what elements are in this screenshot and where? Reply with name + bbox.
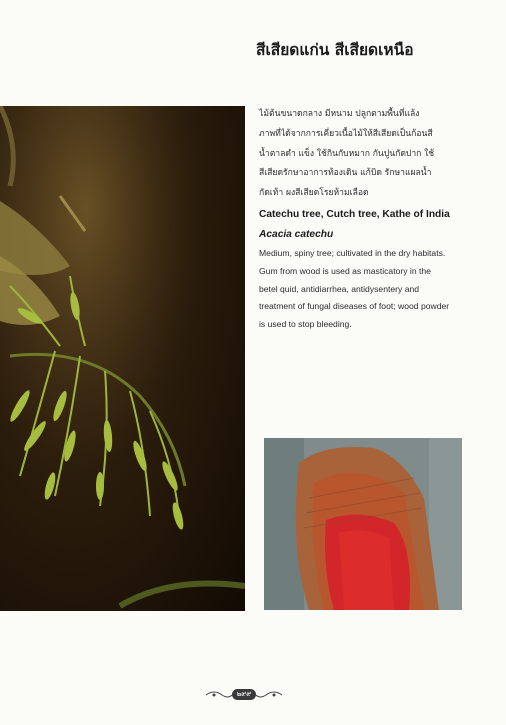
thai-description — [259, 105, 464, 204]
common-names: Catechu tree, Cutch tree, Kathe of India — [259, 209, 450, 220]
heartwood-illustration — [264, 438, 462, 610]
page-number: ๒๙๙ — [232, 689, 256, 700]
english-description-line: treatment of fungal diseases of foot; wood powder — [259, 301, 450, 312]
english-description-line: betel quid, antidiarrhea, antidysentery and — [259, 283, 420, 294]
thai-description-line: สีเสียดรักษาอาการท้องเดิน แก้บิด รักษาแผลน้ำ — [259, 168, 432, 179]
thai-description-line: กัดเท้า ผงสีเสียดโรยห้ามเลือด — [259, 188, 369, 199]
heartwood-photo — [264, 438, 462, 610]
thai-description-line: ไม้ต้นขนาดกลาง มีหนาม ปลูกตามพื้นที่แล้ง — [259, 109, 420, 119]
english-description-line: Gum from wood is used as masticatory in the — [259, 265, 431, 276]
acacia-leaves-illustration — [0, 106, 245, 611]
english-description — [259, 245, 464, 334]
english-description-line: Medium, spiny tree; cultivated in the dry habitats. — [259, 248, 446, 258]
scientific-name: Acacia catechu — [259, 229, 334, 240]
thai-description-line: ภาพที่ได้จากการเคี่ยวเนื้อไม้ให้สีเสียดเป็นก้อนสี — [259, 128, 433, 139]
acacia-leaves-photo — [0, 106, 245, 611]
page-title: สีเสียดแก่น สีเสียดเหนือ — [256, 41, 414, 59]
english-description-line: is used to stop bleeding. — [259, 319, 352, 330]
thai-description-line: น้ำตาลดำ แข็ง ใช้กินกับหมาก กันปูนกัดปาก ใช้ — [259, 148, 435, 159]
page-number-ornament — [204, 688, 284, 702]
